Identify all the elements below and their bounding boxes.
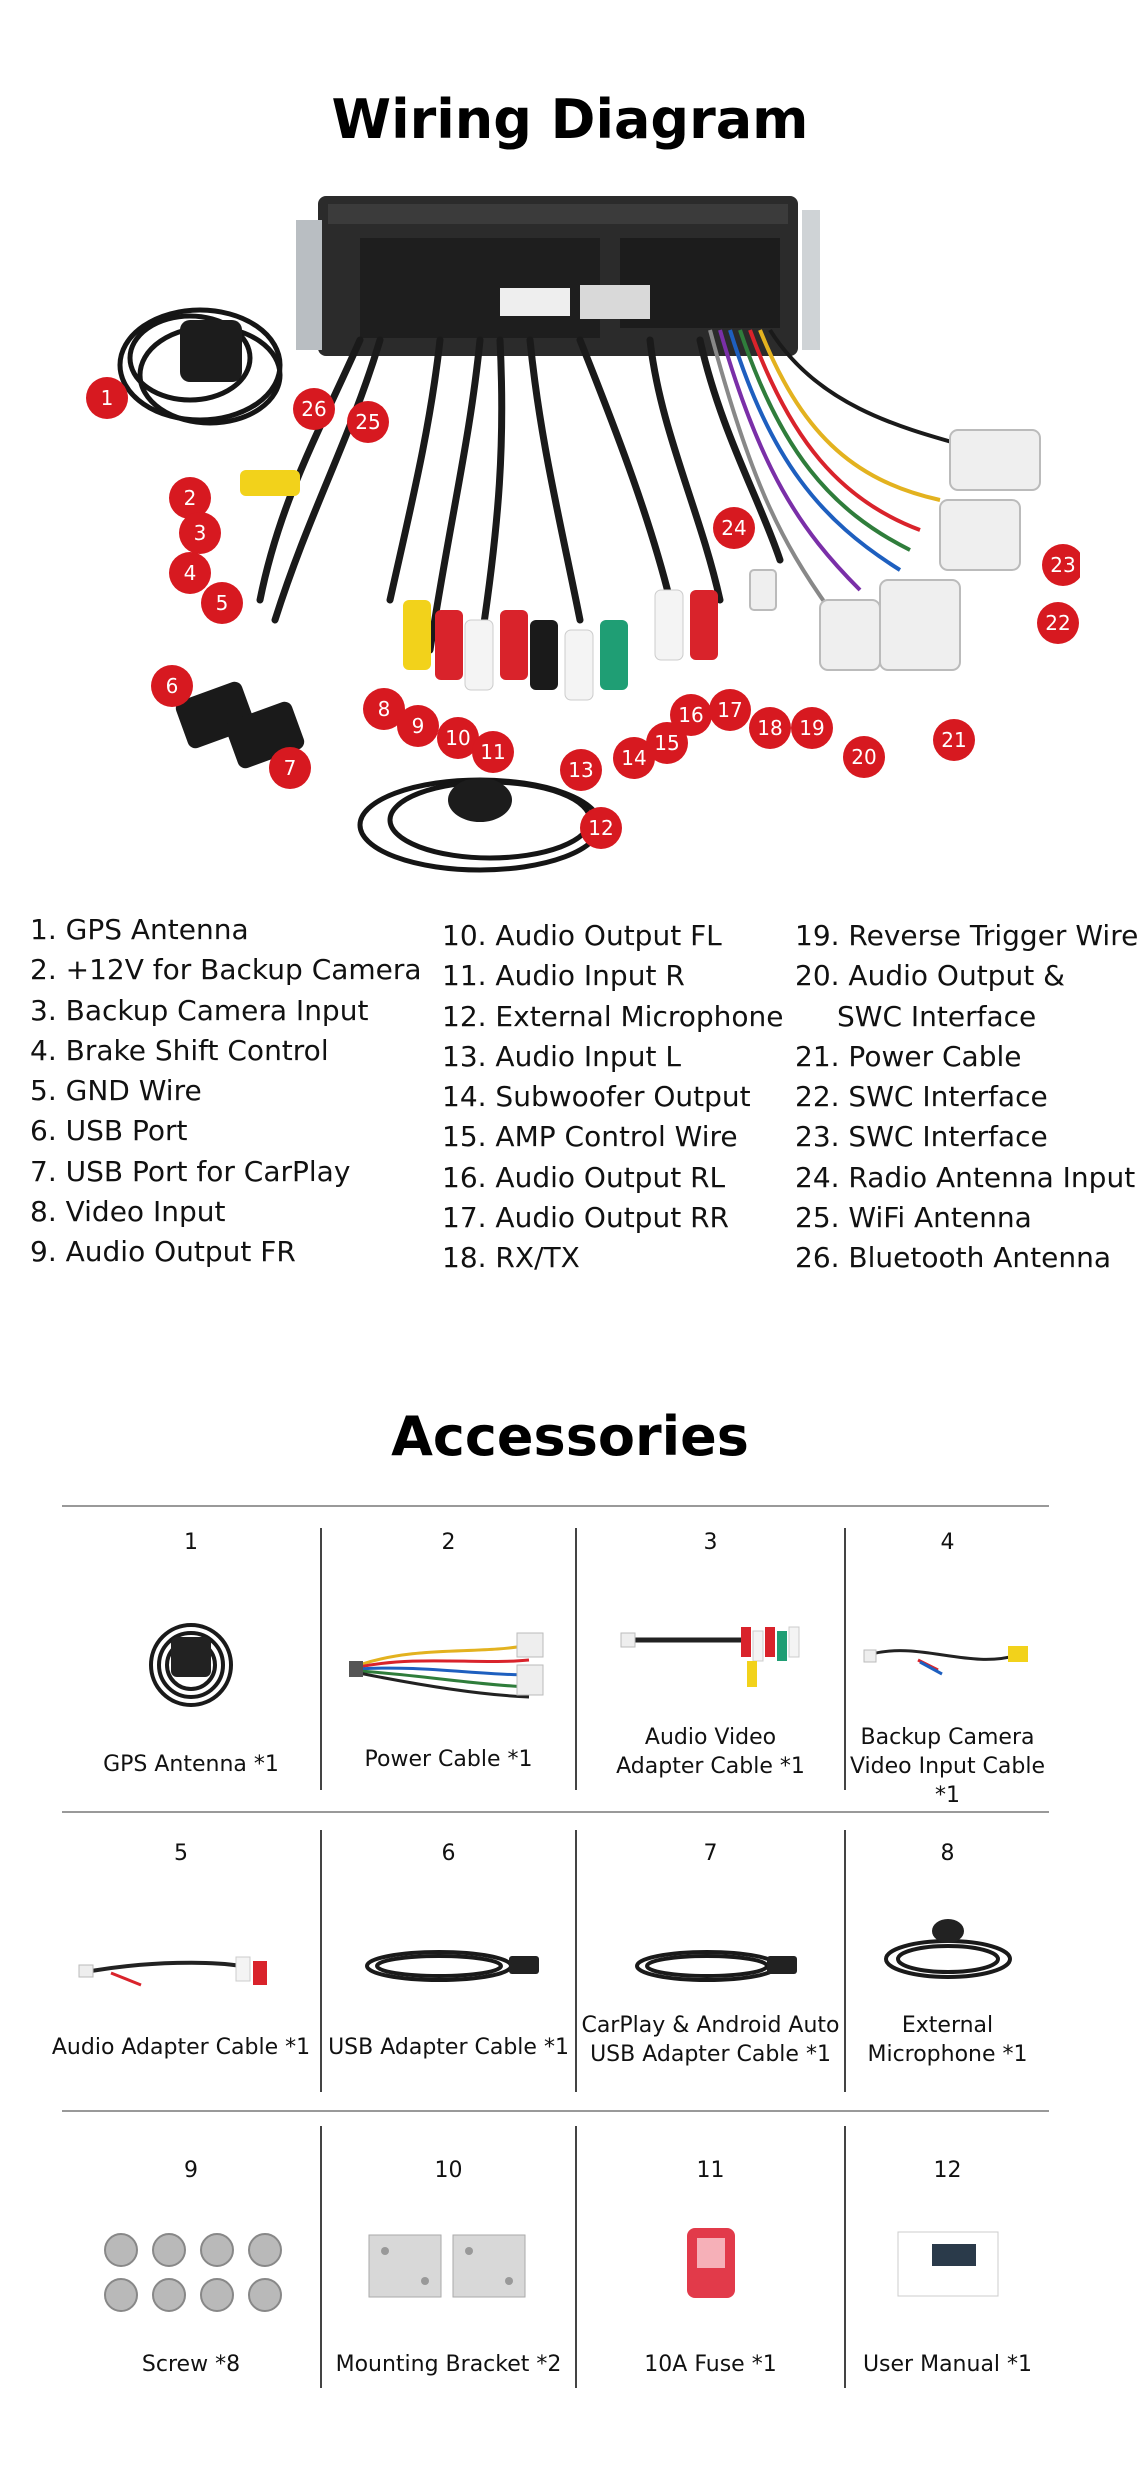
svg-text:21: 21: [941, 728, 967, 752]
accessory-card-microphone: [846, 1811, 1049, 2111]
svg-text:3: 3: [193, 521, 207, 545]
marker-12: [580, 807, 622, 849]
accessory-number: 4: [940, 1530, 955, 1555]
svg-text:7: 7: [283, 756, 297, 780]
marker-17: [709, 689, 751, 731]
accessory-caption: Mounting Bracket *2: [335, 2352, 562, 2377]
accessory-caption: Audio Adapter Cable *1: [51, 2035, 311, 2060]
marker-11: [472, 731, 514, 773]
accessory-number: 12: [933, 2158, 962, 2183]
accessory-card-audio-video-adapter: [577, 1505, 844, 1811]
svg-text:11: 11: [480, 740, 506, 764]
svg-text:2: 2: [183, 486, 197, 510]
accessory-number: 9: [184, 2158, 198, 2183]
svg-text:6: 6: [165, 674, 179, 698]
accessory-number: 8: [940, 1841, 955, 1866]
accessory-card-audio-adapter: [42, 1811, 320, 2111]
legend-item: 9. Audio Output FR: [30, 1235, 296, 1269]
accessory-card-screws: [62, 2110, 320, 2410]
fuse-image: [577, 2218, 844, 2313]
svg-text:9: 9: [411, 714, 425, 738]
svg-text:13: 13: [568, 758, 594, 782]
accessory-number: 5: [174, 1841, 188, 1866]
marker-20: [843, 736, 885, 778]
legend-item: 26. Bluetooth Antenna: [795, 1241, 1112, 1275]
backup-camera-cable-image: [846, 1630, 1049, 1695]
svg-text:19: 19: [799, 716, 825, 740]
marker-19: [791, 707, 833, 749]
accessory-card-gps-antenna: [62, 1505, 320, 1811]
accessory-card-carplay-usb: [577, 1811, 844, 2111]
legend-item: 23. SWC Interface: [795, 1120, 1048, 1154]
accessory-card-power-cable: [322, 1505, 575, 1811]
legend-item: 14. Subwoofer Output: [442, 1080, 751, 1114]
marker-7: [269, 747, 311, 789]
marker-22: [1037, 602, 1079, 644]
accessory-caption: External Microphone *1: [867, 2013, 1028, 2067]
svg-text:20: 20: [851, 745, 877, 769]
svg-text:25: 25: [355, 410, 381, 434]
marker-21: [933, 719, 975, 761]
legend-item: 20. Audio Output &: [795, 959, 1065, 993]
marker-13: [560, 749, 602, 791]
marker-23: [1042, 544, 1080, 586]
svg-text:14: 14: [621, 746, 647, 770]
accessory-number: 1: [184, 1530, 198, 1555]
audio-video-cable-image: [577, 1615, 844, 1700]
accessory-caption: USB Adapter Cable *1: [328, 2035, 569, 2060]
marker-25: [347, 401, 389, 443]
accessory-card-usb-adapter: [322, 1811, 575, 2111]
legend-item: 2. +12V for Backup Camera: [30, 953, 422, 987]
svg-text:18: 18: [757, 716, 783, 740]
microphone-body: [448, 778, 512, 822]
svg-text:17: 17: [717, 698, 743, 722]
accessory-number: 2: [441, 1530, 456, 1555]
legend-item: 22. SWC Interface: [795, 1080, 1048, 1114]
legend-item: 11. Audio Input R: [442, 959, 685, 993]
legend-item: 19. Reverse Trigger Wire: [795, 919, 1139, 952]
usb-adapter-image: [322, 1936, 575, 2001]
legend-item: 5. GND Wire: [30, 1074, 202, 1108]
accessory-number: 11: [696, 2158, 725, 2183]
marker-6: [151, 665, 193, 707]
marker-26: [293, 388, 335, 430]
svg-text:16: 16: [678, 703, 704, 727]
legend-item: 17. Audio Output RR: [442, 1201, 729, 1235]
accessory-number: 3: [703, 1530, 718, 1555]
power-cable-image: [322, 1625, 575, 1710]
marker-9: [397, 705, 439, 747]
legend-item: 7. USB Port for CarPlay: [30, 1154, 351, 1188]
accessory-caption: Power Cable *1: [364, 1747, 533, 1772]
legend-item: 1. GPS Antenna: [30, 913, 249, 946]
user-manual-image: [846, 2222, 1049, 2307]
svg-text:15: 15: [654, 731, 680, 755]
wiring-diagram-title: Wiring Diagram: [331, 88, 809, 151]
accessory-caption: CarPlay & Android Auto USB Adapter Cable *1: [581, 2013, 840, 2067]
accessory-card-fuse: [577, 2110, 844, 2410]
accessory-caption: User Manual *1: [862, 2352, 1033, 2377]
colored-wires: [710, 330, 980, 610]
svg-text:22: 22: [1045, 611, 1071, 635]
svg-text:10: 10: [445, 726, 471, 750]
accessory-caption: 10A Fuse *1: [644, 2352, 777, 2377]
gps-antenna-image: [62, 1615, 320, 1720]
legend-item: 18. RX/TX: [442, 1241, 580, 1275]
legend-item: 12. External Microphone: [442, 999, 784, 1033]
microphone-image: [846, 1911, 1049, 1996]
accessory-caption: Audio Video Adapter Cable *1: [616, 1725, 805, 1779]
legend-item: 21. Power Cable: [795, 1039, 1022, 1073]
accessory-number: 10: [434, 2158, 463, 2183]
marker-5: [201, 582, 243, 624]
legend-item: 8. Video Input: [30, 1195, 226, 1229]
marker-1: [86, 377, 128, 419]
accessory-caption: Backup Camera Video Input Cable *1: [849, 1725, 1046, 1808]
backup-camera-rca: [240, 470, 300, 496]
legend-item: 3. Backup Camera Input: [30, 993, 369, 1027]
accessory-caption: Screw *8: [141, 2352, 241, 2377]
legend-item: 16. Audio Output RL: [442, 1160, 726, 1194]
marker-3: [179, 512, 221, 554]
wiring-diagram-illustration: [60, 180, 1080, 880]
legend-column-1: [30, 910, 422, 1273]
marker-16: [670, 694, 712, 736]
audio-adapter-image: [42, 1941, 320, 2006]
svg-text:4: 4: [183, 561, 197, 585]
svg-text:12: 12: [588, 816, 614, 840]
legend-column-3: [795, 916, 1138, 1279]
svg-text:5: 5: [215, 591, 229, 615]
svg-text:24: 24: [721, 516, 747, 540]
legend-item: 24. Radio Antenna Input: [795, 1160, 1136, 1194]
accessory-card-user-manual: [846, 2110, 1049, 2410]
legend-item: 4. Brake Shift Control: [30, 1033, 329, 1067]
accessory-number: 6: [441, 1841, 456, 1866]
accessories-title: Accessories: [391, 1405, 749, 1468]
legend-item: 6. USB Port: [30, 1114, 188, 1148]
harness-illustration: [60, 180, 1080, 880]
mounting-bracket-image: [322, 2225, 575, 2310]
accessory-number: 7: [703, 1841, 718, 1866]
legend-item: 15. AMP Control Wire: [442, 1120, 738, 1154]
svg-text:23: 23: [1050, 553, 1076, 577]
marker-24: [713, 507, 755, 549]
legend-item: 13. Audio Input L: [442, 1039, 681, 1073]
legend-item-continuation: SWC Interface: [837, 999, 1037, 1033]
svg-text:26: 26: [301, 397, 327, 421]
legend-item: 25. WiFi Antenna: [795, 1201, 1032, 1235]
marker-4: [169, 552, 211, 594]
legend-item: 10. Audio Output FL: [442, 919, 722, 952]
accessory-card-mounting-bracket: [322, 2110, 575, 2410]
screws-image: [62, 2220, 320, 2325]
svg-text:1: 1: [100, 386, 114, 410]
accessory-caption: GPS Antenna *1: [103, 1752, 279, 1777]
legend-column-2: [442, 916, 783, 1279]
gps-antenna-puck: [180, 320, 242, 382]
svg-text:8: 8: [377, 697, 391, 721]
rca-connectors: [403, 590, 718, 700]
carplay-usb-image: [577, 1936, 844, 2001]
accessory-card-backup-camera-cable: [846, 1505, 1049, 1811]
marker-18: [749, 707, 791, 749]
